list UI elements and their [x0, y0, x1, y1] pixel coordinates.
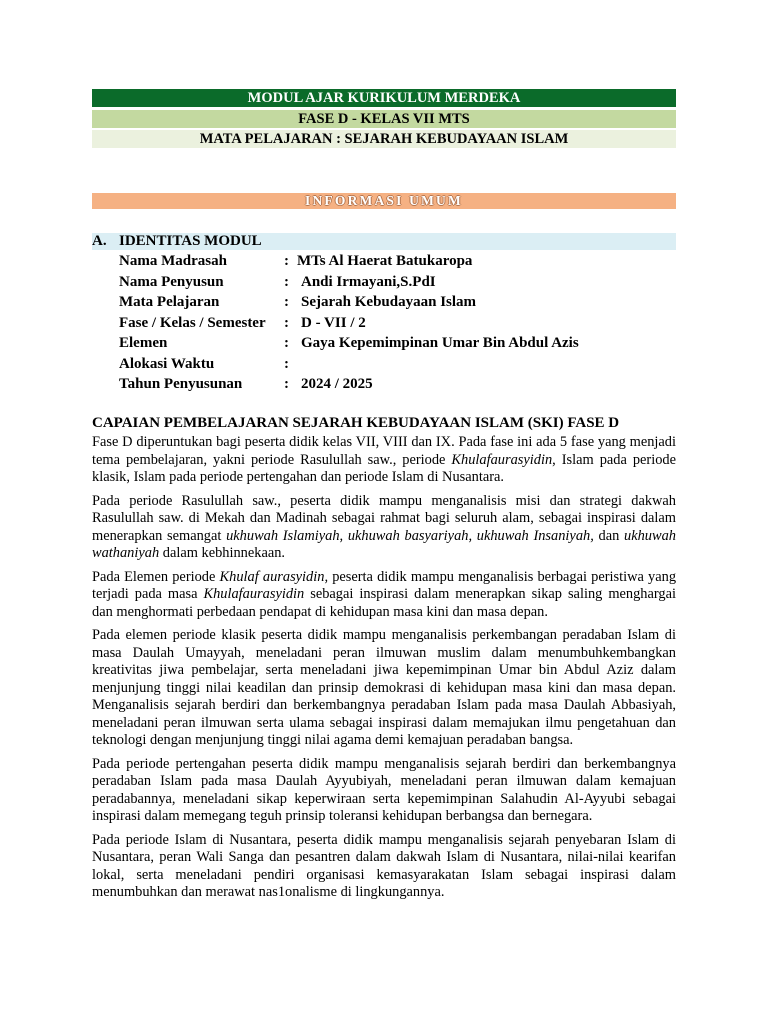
italic-term: Khulafaurasyidin: [203, 586, 305, 602]
field-value: Andi Irmayani,S.PdI: [301, 274, 436, 290]
field-value: MTs Al Haerat Batukaropa: [297, 253, 473, 269]
subject-band: MATA PELAJARAN : SEJARAH KEBUDAYAAN ISLAM: [92, 130, 676, 148]
paragraph-pertengahan: Pada periode pertengahan peserta didik mampu menganalisis sejarah berdiri dan berkembangnya peradaban Islam pada masa Daulah Ayyubiyah, meneladani peran ilmuwan dalam kemajuan peradabannya, meneladani sikap keperwiraan serta kepemimpinan Salahudin Al-Ayyubi sebagai inspirasi dalam memegang teguh prinsip toleransi kehidupan berbangsa dan bernegara.: [92, 755, 676, 824]
module-title-band: MODUL AJAR KURIKULUM MERDEKA: [92, 89, 676, 107]
field-alokasi-waktu: [119, 354, 679, 374]
field-label: Alokasi Waktu: [119, 356, 215, 372]
italic-term: Khulaf aurasyidin,: [219, 568, 329, 585]
field-value: D - VII / 2: [301, 315, 366, 331]
field-value: 2024 / 2025: [301, 376, 373, 392]
text-run: peserta didik mampu menganalisis berbagai peristiwa yang terjadi pada masa: [92, 568, 677, 602]
field-colon: :: [284, 335, 289, 351]
fase-band: FASE D - KELAS VII MTS: [92, 110, 676, 128]
field-colon: :: [284, 315, 289, 331]
italic-term: ukhuwah wathaniyah: [92, 527, 676, 561]
field-colon: :: [284, 253, 289, 269]
text-run: Pada Elemen periode: [92, 568, 220, 585]
field-value: Gaya Kepemimpinan Umar Bin Abdul Azis: [301, 335, 579, 351]
paragraph-fase-d: [92, 434, 676, 487]
text-run: dalam kebhinnekaan.: [159, 545, 286, 561]
field-colon: :: [284, 294, 289, 310]
field-label: Fase / Kelas / Semester: [119, 315, 266, 331]
identitas-heading: [92, 233, 676, 250]
field-tahun-penyusunan: [119, 374, 679, 394]
field-value: Sejarah Kebudayaan Islam: [301, 294, 477, 310]
text-run: , Islam pada periode klasik, Islam pada periode pertengahan dan periode Islam di Nusantara.: [92, 451, 677, 485]
section-informasi-umum: INFORMASI UMUM: [92, 193, 676, 209]
paragraph-klasik: Pada elemen periode klasik peserta didik mampu menganalisis perkembangan peradaban Islam di masa Daulah Umayyah, meneladani peran ilmuwan muslim dalam menumbuhkembangkan kreativitas jiwa pembelajar, serta meneladani jiwa kepemimpinan Umar bin Abdul Aziz dalam menjunjung tinggi nilai keadilan dan prinsip demokrasi di kehidupan masa kini dan masa depan. Menganalisis sejarah berdiri dan berkembangnya peradaban Islam pada masa Daulah Abbasiyah, meneladani peran ilmuwan serta ulama sebagai inspirasi dalam memajukan ilmu pengetahuan dan teknologi dengan menjunjung tinggi nilai agama demi kemajuan peradaban bangsa.: [92, 627, 676, 748]
capaian-heading: CAPAIAN PEMBELAJARAN SEJARAH KEBUDAYAAN ISLAM (SKI) FASE D: [92, 415, 620, 431]
field-colon: :: [284, 376, 289, 392]
italic-term: ukhuwah Islamiyah, ukhuwah basyariyah, ukhuwah Insaniyah,: [226, 527, 594, 544]
field-mata-pelajaran: [119, 292, 679, 312]
section-letter: A.: [92, 233, 107, 249]
field-label: Elemen: [119, 335, 168, 351]
field-elemen: [119, 333, 679, 353]
field-nama-madrasah: [119, 251, 679, 271]
text-run: dan: [593, 527, 625, 544]
field-label: Nama Penyusun: [119, 274, 224, 290]
field-fase-kelas-semester: [119, 313, 679, 333]
field-label: Nama Madrasah: [119, 253, 227, 269]
text-run: Fase D diperuntukan bagi peserta didik kelas VII, VIII dan IX. Pada fase ini ada 5 fase yang menjadi tema pembelajaran, yakni periode Rasulullah saw., periode: [92, 434, 676, 468]
paragraph-nusantara: Pada periode Islam di Nusantara, peserta didik mampu menganalisis sejarah penyebaran Islam di Nusantara, peran Wali Sanga dan pesantren dalam dakwah Islam di Nusantara, nilai-nilai kearifan lokal, serta meneladani pendiri organisasi kemasyarakatan Islam sebagai inspirasi dalam menumbuhkan dan merawat nas1onalisme di lingkungannya.: [92, 831, 676, 900]
italic-term: Khulafaurasyidin: [451, 451, 553, 468]
text-run: sebagai inspirasi dalam menerapkan sikap saling menghargai dan menghormati perbedaan pendapat di kehidupan masa kini dan masa depan.: [92, 586, 676, 620]
paragraph-rasulullah: [92, 493, 676, 563]
field-label: Tahun Penyusunan: [119, 376, 243, 392]
text-run: Pada periode Rasulullah saw., peserta didik mampu menganalisis misi dan strategi dakwah Rasulullah saw. di Mekah dan Madinah sebagai rahmat bagi seluruh alam, sebagai inspirasi dalam menerapkan semangat: [92, 492, 676, 544]
field-label: Mata Pelajaran: [119, 294, 220, 310]
capaian-body: [92, 434, 676, 908]
field-colon: :: [284, 356, 289, 372]
field-nama-penyusun: [119, 272, 679, 292]
section-title: IDENTITAS MODUL: [119, 233, 262, 249]
field-colon: :: [284, 274, 289, 290]
paragraph-khulafaurasyidin: [92, 569, 676, 622]
